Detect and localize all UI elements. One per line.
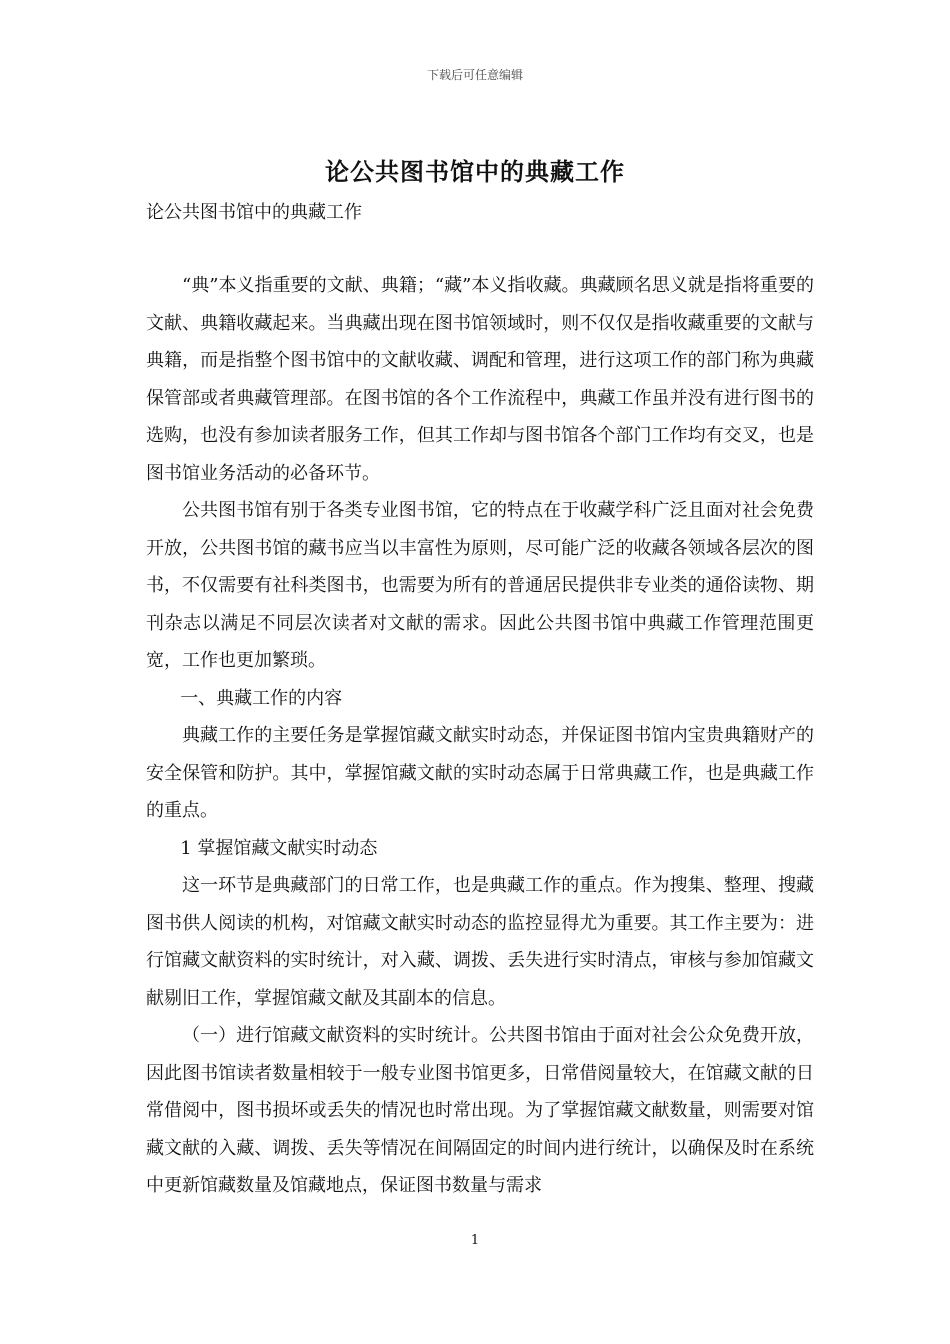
page-header-note: 下载后可任意编辑 — [426, 68, 523, 82]
page-number: 1 — [470, 1233, 480, 1248]
document-body — [146, 267, 814, 1205]
document-title: 论公共图书馆中的典藏工作 — [325, 157, 625, 186]
paragraph-intro: “典”本义指重要的文献、典籍；“藏”本义指收藏。典藏顾名思义就是指将重要的文献、典籍收藏起来。当典藏出现在图书馆领域时，则不仅仅是指收藏重要的文献与典籍，而是指整个图书馆中的文献收藏、调配和管理，进行这项工作的部门称为典藏保管部或者典藏管理部。在图书馆的各个工作流程中，典藏工作虽并没有进行图书的选购，也没有参加读者服务工作，但其工作却与图书馆各个部门工作均有交叉，也是图书馆业务活动的必备环节。 — [146, 275, 814, 484]
subsection-heading-dynamics: 1 掌握馆藏文献实时动态 — [180, 837, 378, 859]
section-heading-content: 一、典藏工作的内容 — [180, 687, 343, 709]
paragraph-public-library: 公共图书馆有别于各类专业图书馆，它的特点在于收藏学科广泛且面对社会免费开放，公共图书馆的藏书应当以丰富性为原则，尽可能广泛的收藏各领域各层次的图书，不仅需要有社科类图书，也需要为所有的普通居民提供非专业类的通俗读物、期刊杂志以满足不同层次读者对文献的需求。因此公共图书馆中典藏工作管理范围更宽，工作也更加繁琐。 — [146, 500, 814, 671]
document-subtitle: 论公共图书馆中的典藏工作 — [146, 202, 362, 223]
paragraph-main-task: 典藏工作的主要任务是掌握馆藏文献实时动态，并保证图书馆内宝贵典籍财产的安全保管和防护。其中，掌握馆藏文献的实时动态属于日常典藏工作，也是典藏工作的重点。 — [146, 725, 814, 821]
paragraph-daily-work: 这一环节是典藏部门的日常工作，也是典藏工作的重点。作为搜集、整理、搜藏图书供人阅读的机构，对馆藏文献实时动态的监控显得尤为重要。其工作主要为：进行馆藏文献资料的实时统计，对入藏、调拨、丢失进行实时清点，审核与参加馆藏文献剔旧工作，掌握馆藏文献及其副本的信息。 — [146, 875, 814, 1009]
paragraph-statistics: （一）进行馆藏文献资料的实时统计。公共图书馆由于面对社会公众免费开放，因此图书馆读者数量相较于一般专业图书馆更多，日常借阅量较大，在馆藏文献的日常借阅中，图书损坏或丢失的情况也时常出现。为了掌握馆藏文献数量，则需要对馆藏文献的入藏、调拨、丢失等情况在间隔固定的时间内进行统计，以确保及时在系统中更新馆藏数量及馆藏地点，保证图书数量与需求 — [146, 1025, 814, 1196]
